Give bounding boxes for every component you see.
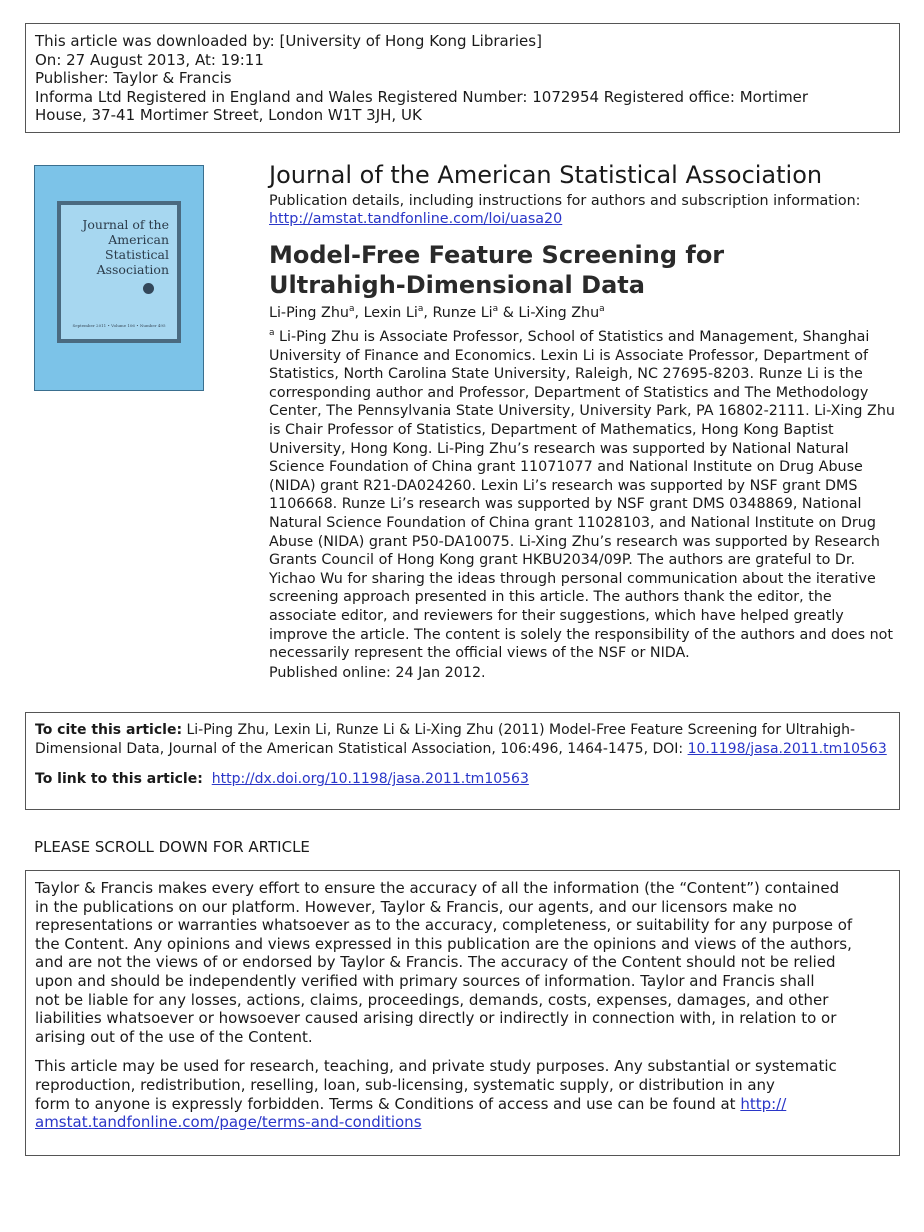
- article-url-link[interactable]: http://dx.doi.org/10.1198/jasa.2011.tm10563: [211, 771, 529, 788]
- disclaimer-line: arising out of the use of the Content.: [35, 1027, 313, 1046]
- usage-line: reproduction, redistribution, reselling, loan, sub-licensing, systematic supply, or distribution in any: [35, 1075, 775, 1094]
- disclaimer-line: not be liable for any losses, actions, claims, proceedings, demands, costs, expenses, damages, and other: [35, 990, 829, 1009]
- citation-paragraph: [35, 721, 890, 758]
- affiliation-marker: a: [269, 328, 275, 338]
- disclaimer-line: upon and should be independently verified with primary sources of information. Taylor and Francis shall: [35, 971, 815, 990]
- cover-title-line: Statistical: [105, 247, 169, 262]
- author-list: [269, 304, 605, 323]
- journal-link[interactable]: http://amstat.tandfonline.com/loi/uasa20: [269, 211, 563, 227]
- disclaimer-line: representations or warranties whatsoever as to the accuracy, completeness, or suitability for any purpose of: [35, 916, 853, 935]
- author-separator: &: [498, 305, 519, 321]
- author-separator: ,: [354, 305, 364, 321]
- disclaimer-line: and are not the views of or endorsed by Taylor & Francis. The accuracy of the Content should not be relied: [35, 953, 836, 972]
- usage-line: This article may be used for research, teaching, and private study purposes. Any substantial or systematic: [35, 1057, 837, 1076]
- author-affiliation-marker: a: [492, 304, 499, 314]
- usage-line: [35, 1095, 890, 1114]
- terms-link[interactable]: amstat.tandfonline.com/page/terms-and-conditions: [35, 1113, 422, 1132]
- link-paragraph: [35, 770, 890, 789]
- disclaimer-line: the Content. Any opinions and views expressed in this publication are the opinions and views of the authors,: [35, 934, 852, 953]
- cover-title-line: Journal of the: [82, 217, 169, 232]
- citation-box: [25, 712, 900, 810]
- download-line: On: 27 August 2013, At: 19:11: [35, 50, 264, 69]
- cover-title-line: Association: [96, 262, 169, 277]
- cover-footer: September 2011 • Volume 106 • Number 495: [72, 323, 166, 328]
- affiliation-text: Li-Ping Zhu is Associate Professor, School of Statistics and Management, Shanghai University of Finance and Economics. Lexin Li is Associate Professor, Department of Statistics, North Carolina State University, Raleigh, NC 27695-8203. Runze Li is the corresponding author and Professor, Department of Statistics and The Methodology Center, The Pennsylvania State University, University Park, PA 16802-2111. Li-Xing Zhu is Chair Professor of Statistics, Department of Mathematics, Hong Kong Baptist University, Hong Kong. Li-Ping Zhu’s research was supported by National Natural Science Foundation of China grant 11071077 and National Institute on Drug Abuse (NIDA) grant R21-DA024260. Lexin Li’s research was supported by NSF grant DMS 1106668. Runze Li’s research was supported by NSF grant DMS 0348869, National Natural Science Foundation of China grant 11028103, and National Institute on Drug Abuse (NIDA) grant P50-DA10075. Li-Xing Zhu’s research was supported by Research Grants Council of Hong Kong grant HKBU2034/09P. The authors are grateful to Dr. Yichao Wu for sharing the ideas through personal communication about the iterative screening approach presented in this article. The authors thank the editor, the associate editor, and reviewers for their suggestions, which have helped greatly improve the article. The content is solely the responsibility of the authors and does not necessarily represent the official views of the NSF or NIDA.: [269, 329, 895, 662]
- author-affiliation-marker: a: [599, 304, 605, 314]
- disclaimer-line: Taylor & Francis makes every effort to ensure the accuracy of all the information (the “Content”) contained: [35, 879, 840, 897]
- author-name: Lexin Li: [363, 305, 418, 321]
- download-line: Publisher: Taylor & Francis: [35, 69, 232, 88]
- author-separator: ,: [423, 305, 433, 321]
- usage-line: [35, 1113, 890, 1132]
- author-name: Li-Ping Zhu: [269, 305, 349, 321]
- seal-icon: [143, 283, 154, 294]
- usage-text: form to anyone is expressly forbidden. Terms & Conditions of access and use can be found at: [35, 1094, 741, 1113]
- author-name: Runze Li: [432, 305, 493, 321]
- publication-details: Publication details, including instructions for authors and subscription information:: [269, 193, 861, 209]
- doi-link[interactable]: 10.1198/jasa.2011.tm10563: [687, 740, 887, 757]
- download-line: House, 37-41 Mortimer Street, London W1T 3JH, UK: [35, 106, 422, 125]
- disclaimer-line: in the publications on our platform. However, Taylor & Francis, our agents, and our licensors make no: [35, 897, 797, 916]
- scroll-note: PLEASE SCROLL DOWN FOR ARTICLE: [34, 838, 310, 856]
- cover-title-line: American: [108, 232, 169, 247]
- link-label: To link to this article:: [35, 771, 203, 788]
- download-notice-box: [25, 23, 900, 133]
- author-name: Li-Xing Zhu: [518, 305, 600, 321]
- cover-title: [61, 217, 169, 277]
- affiliation-note: [269, 328, 895, 663]
- cite-label: To cite this article:: [35, 722, 183, 738]
- disclaimer-line: liabilities whatsoever or howsoever caused arising directly or indirectly in connection with, in relation to or: [35, 1009, 837, 1028]
- download-line: Informa Ltd Registered in England and Wales Registered Number: 1072954 Registered office: Mortimer: [35, 87, 809, 106]
- author-affiliation-marker: a: [348, 304, 355, 314]
- cover-frame: [57, 201, 181, 343]
- article-title: Model-Free Feature Screening for Ultrahigh-Dimensional Data: [269, 241, 725, 299]
- author-affiliation-marker: a: [417, 304, 424, 314]
- journal-cover-image: [34, 165, 204, 391]
- cite-text: Li-Ping Zhu, Lexin Li, Runze Li & Li-Xing Zhu (2011) Model-Free Feature Screening for Ultrahigh-Dimensional Data, Journal of the American Statistical Association, 106:496, 1464-1475, DOI:: [35, 722, 856, 757]
- journal-title: Journal of the American Statistical Association: [269, 161, 823, 189]
- published-date: Published online: 24 Jan 2012.: [269, 665, 486, 681]
- disclaimer-box: [25, 870, 900, 1156]
- download-line: This article was downloaded by: [University of Hong Kong Libraries]: [35, 32, 542, 50]
- terms-link[interactable]: http://: [740, 1094, 787, 1113]
